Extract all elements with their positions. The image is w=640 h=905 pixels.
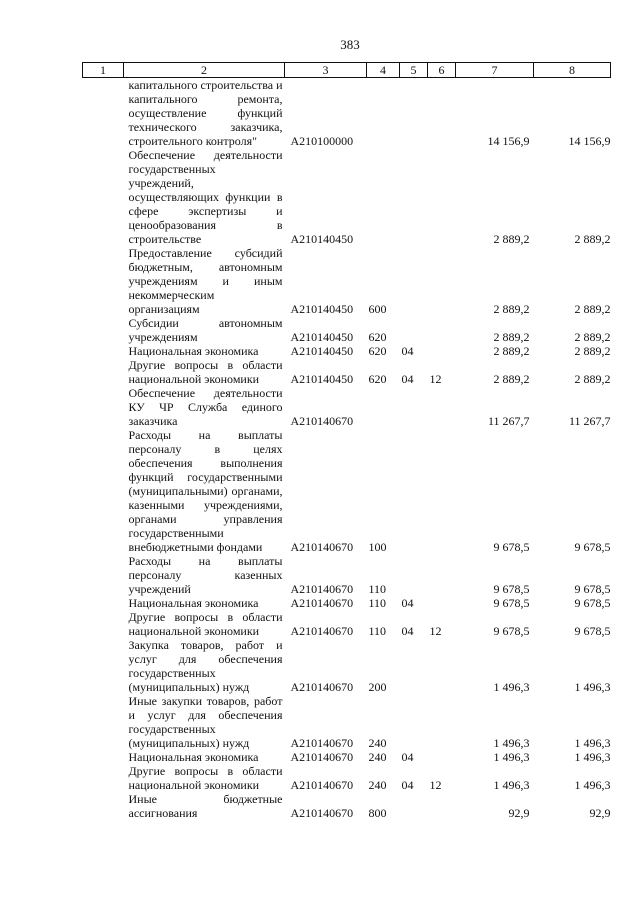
row-code: А210140450 [290,302,354,316]
row-pr [428,148,456,246]
row-name-cell [83,638,285,694]
row-sum-2: 9 678,5 [574,540,611,554]
row-name-cell [83,344,285,358]
row-name: капитального строительства и капитального ремонта, осуществление функций технического заказчика, строительного контроля" [128,78,283,148]
column-header-6: 6 [428,63,456,78]
row-sum-1: 2 889,2 [493,372,530,386]
row-name-cell [83,610,285,638]
row-pr [428,344,456,358]
row-sum-2: 2 889,2 [574,344,611,358]
row-name-cell [83,246,285,316]
row-code: А210140670 [290,596,354,610]
row-name: Национальная экономика [128,344,259,358]
row-code: А210140450 [290,372,354,386]
table-row [83,764,611,792]
row-code: А210140450 [290,330,354,344]
table-row [83,386,611,428]
row-name: Другие вопросы в области национальной экономики [128,358,283,386]
table-row [83,148,611,246]
table-row [83,246,611,316]
table-row [83,78,611,149]
column-header-1: 1 [83,63,124,78]
row-sum-2: 9 678,5 [574,596,611,610]
row-vr: 110 [368,596,387,610]
page-number: 383 [340,37,360,52]
table-row [83,638,611,694]
column-header-3: 3 [285,63,367,78]
row-vr: 240 [368,750,387,764]
row-sum-1: 2 889,2 [493,330,530,344]
row-name-cell [83,78,285,149]
row-rz: 04 [401,344,414,358]
budget-table [82,62,611,820]
row-name-cell [83,358,285,386]
row-pr [428,246,456,316]
row-rz [400,554,428,596]
row-pr [428,694,456,750]
row-pr: 12 [429,778,442,792]
row-sum-2: 2 889,2 [574,302,611,316]
row-rz: 04 [401,778,414,792]
row-pr [428,78,456,149]
column-header-2: 2 [124,63,285,78]
column-header-5: 5 [400,63,428,78]
row-rz [400,148,428,246]
row-rz [400,386,428,428]
row-name-cell [83,694,285,750]
row-name-cell [83,386,285,428]
row-sum-1: 1 496,3 [493,680,530,694]
row-name: Предоставление субсидий бюджетным, автономным учреждениям и иным некоммерческим организациям [128,246,283,316]
row-rz: 04 [401,596,414,610]
row-rz: 04 [401,624,414,638]
row-rz [400,316,428,344]
row-sum-1: 1 496,3 [493,778,530,792]
row-code: А210140670 [290,624,354,638]
row-vr: 100 [368,540,387,554]
row-sum-1: 9 678,5 [493,596,530,610]
row-rz [400,246,428,316]
row-code: А210140450 [290,232,354,246]
row-sum-2: 92,9 [589,806,611,820]
row-code: А210140670 [290,736,354,750]
row-pr [428,750,456,764]
table-body [83,78,611,821]
row-name: Расходы на выплаты персоналу в целях обеспечения выполнения функций государственными (муниципальными) органами, казенными учреждениями, органами управления государственными внебюджетными фондами [128,428,283,554]
table-row [83,554,611,596]
row-vr: 620 [368,372,387,386]
table-row [83,316,611,344]
row-code: А210100000 [290,134,354,148]
row-pr [428,554,456,596]
row-sum-1: 2 889,2 [493,232,530,246]
row-sum-2: 2 889,2 [574,232,611,246]
row-code: А210140670 [290,680,354,694]
row-sum-2: 14 156,9 [568,134,611,148]
row-rz [400,638,428,694]
table-header-row [83,63,611,78]
table-row [83,792,611,820]
row-code: А210140670 [290,414,354,428]
row-name: Иные закупки товаров, работ и услуг для обеспечения государственных (муниципальных) нужд [128,694,283,750]
row-sum-2: 2 889,2 [574,330,611,344]
table-row [83,610,611,638]
row-code: А210140450 [290,344,354,358]
row-name: Субсидии автономным учреждениям [128,316,283,344]
row-rz [400,78,428,149]
row-vr [367,78,400,149]
row-sum-2: 9 678,5 [574,624,611,638]
row-name-cell [83,792,285,820]
row-vr: 240 [368,736,387,750]
row-sum-1: 9 678,5 [493,624,530,638]
table-row [83,344,611,358]
row-name-cell [83,428,285,554]
row-code: А210140670 [290,806,354,820]
column-header-4: 4 [367,63,400,78]
row-pr: 12 [429,372,442,386]
row-name: Расходы на выплаты персоналу казенных учреждений [128,554,283,596]
row-name: Иные бюджетные ассигнования [128,792,283,820]
row-code: А210140670 [290,778,354,792]
row-name: Национальная экономика [128,596,259,610]
row-rz [400,428,428,554]
column-header-7: 7 [456,63,534,78]
row-name: Другие вопросы в области национальной экономики [128,764,283,792]
table-row [83,596,611,610]
row-sum-2: 9 678,5 [574,582,611,596]
row-sum-1: 1 496,3 [493,736,530,750]
column-header-8: 8 [534,63,611,78]
row-vr: 620 [368,344,387,358]
row-vr: 110 [368,582,387,596]
row-sum-1: 11 267,7 [487,414,530,428]
row-rz: 04 [401,750,414,764]
row-code: А210140670 [290,540,354,554]
row-pr [428,792,456,820]
row-vr [367,386,400,428]
row-name-cell [83,554,285,596]
row-sum-2: 1 496,3 [574,778,611,792]
row-sum-1: 14 156,9 [487,134,530,148]
row-sum-2: 11 267,7 [568,414,611,428]
row-sum-1: 2 889,2 [493,344,530,358]
row-name-cell [83,148,285,246]
row-sum-2: 1 496,3 [574,750,611,764]
row-name: Закупка товаров, работ и услуг для обеспечения государственных (муниципальных) нужд [128,638,283,694]
row-name-cell [83,764,285,792]
row-vr: 620 [368,330,387,344]
row-rz [400,694,428,750]
row-name: Обеспечение деятельности государственных учреждений, осуществляющих функции в сфере экспертизы и ценообразования в строительстве [128,148,283,246]
row-name-cell [83,596,285,610]
row-name: Другие вопросы в области национальной экономики [128,610,283,638]
table-row [83,428,611,554]
row-code: А210140670 [290,750,354,764]
row-sum-1: 92,9 [508,806,530,820]
row-pr: 12 [429,624,442,638]
table-row [83,358,611,386]
row-sum-2: 1 496,3 [574,680,611,694]
row-vr: 240 [368,778,387,792]
row-vr: 800 [368,806,387,820]
row-rz [400,792,428,820]
table-row [83,750,611,764]
row-vr [367,148,400,246]
row-sum-1: 9 678,5 [493,582,530,596]
row-vr: 200 [368,680,387,694]
row-vr: 600 [368,302,387,316]
row-sum-2: 2 889,2 [574,372,611,386]
row-vr: 110 [368,624,387,638]
row-name-cell [83,316,285,344]
row-pr [428,316,456,344]
row-sum-2: 1 496,3 [574,736,611,750]
row-rz: 04 [401,372,414,386]
row-name: Национальная экономика [128,750,259,764]
row-sum-1: 9 678,5 [493,540,530,554]
row-pr [428,638,456,694]
row-sum-1: 1 496,3 [493,750,530,764]
row-sum-1: 2 889,2 [493,302,530,316]
row-pr [428,428,456,554]
row-name: Обеспечение деятельности КУ ЧР Служба единого заказчика [128,386,283,428]
row-pr [428,386,456,428]
row-code: А210140670 [290,582,354,596]
row-pr [428,596,456,610]
row-name-cell [83,750,285,764]
table-row [83,694,611,750]
